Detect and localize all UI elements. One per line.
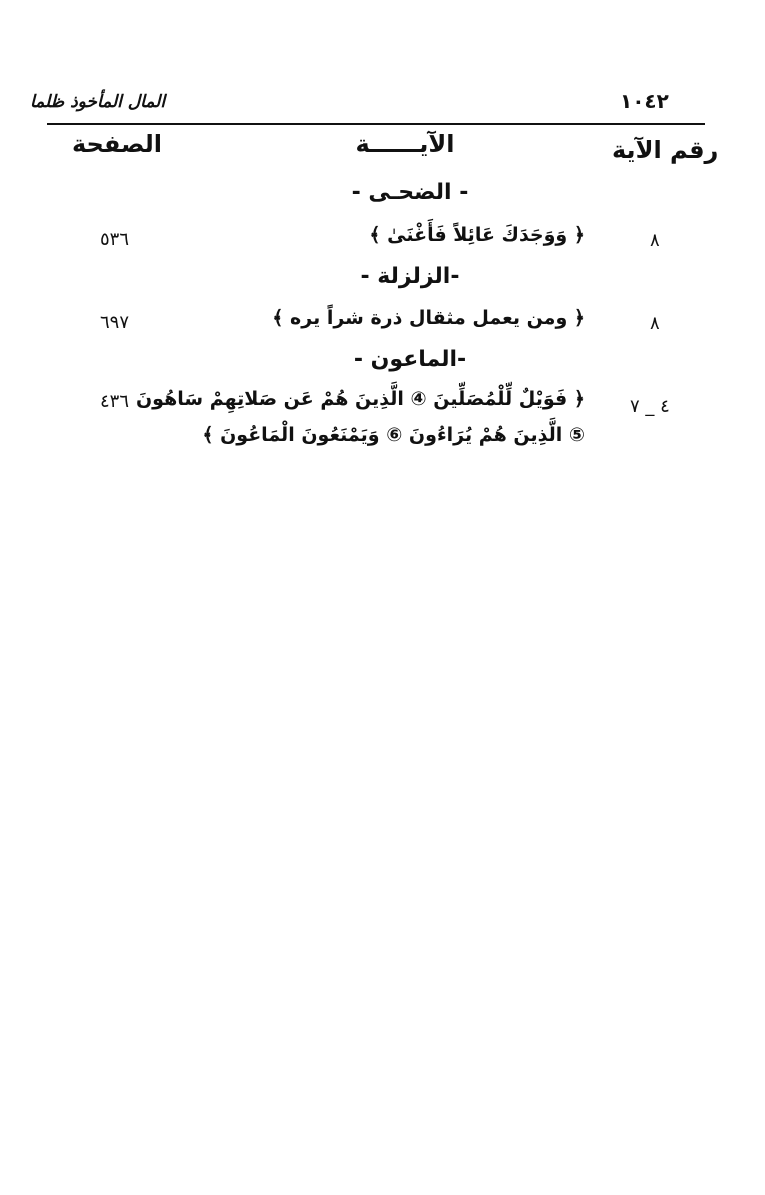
- ayah-text: ﴿ ومن يعمل مثقال ذرة شراً يره ﴾: [272, 307, 585, 329]
- column-heading-page: الصفحة: [72, 130, 163, 158]
- column-heading-verse-number: رقم الآية: [612, 136, 719, 164]
- header-rule: [47, 123, 705, 125]
- verse-number: ٤ _ ٧: [630, 396, 670, 417]
- surah-heading: - الضحـى -: [351, 180, 469, 205]
- page-number: ١٠٤٢: [620, 89, 669, 113]
- verse-number: ٨: [650, 230, 660, 251]
- ayah-text-continuation: ⑤ الَّذِينَ هُمْ يُرَاءُونَ ⑥ وَيَمْنَعُونَ الْمَاعُونَ ﴾: [202, 424, 585, 446]
- column-heading-ayah: الآيــــــة: [355, 130, 455, 158]
- ayah-text: ﴿ وَوَجَدَكَ عَائِلاً فَأَغْنَىٰ ﴾: [369, 224, 585, 246]
- verse-number: ٨: [650, 313, 660, 334]
- running-title: المال المأخوذ ظلما: [30, 92, 166, 112]
- page-reference: ٥٣٦: [100, 229, 130, 250]
- surah-heading: -الزلزلة -: [360, 264, 460, 289]
- page-reference: ٤٣٦: [100, 391, 130, 412]
- page-reference: ٦٩٧: [100, 312, 130, 333]
- surah-heading: -الماعون -: [353, 347, 467, 372]
- ayah-text: ﴿ فَوَيْلٌ لِّلْمُصَلِّينَ ④ الَّذِينَ هُمْ عَن صَلاتِهِمْ سَاهُونَ: [135, 388, 585, 410]
